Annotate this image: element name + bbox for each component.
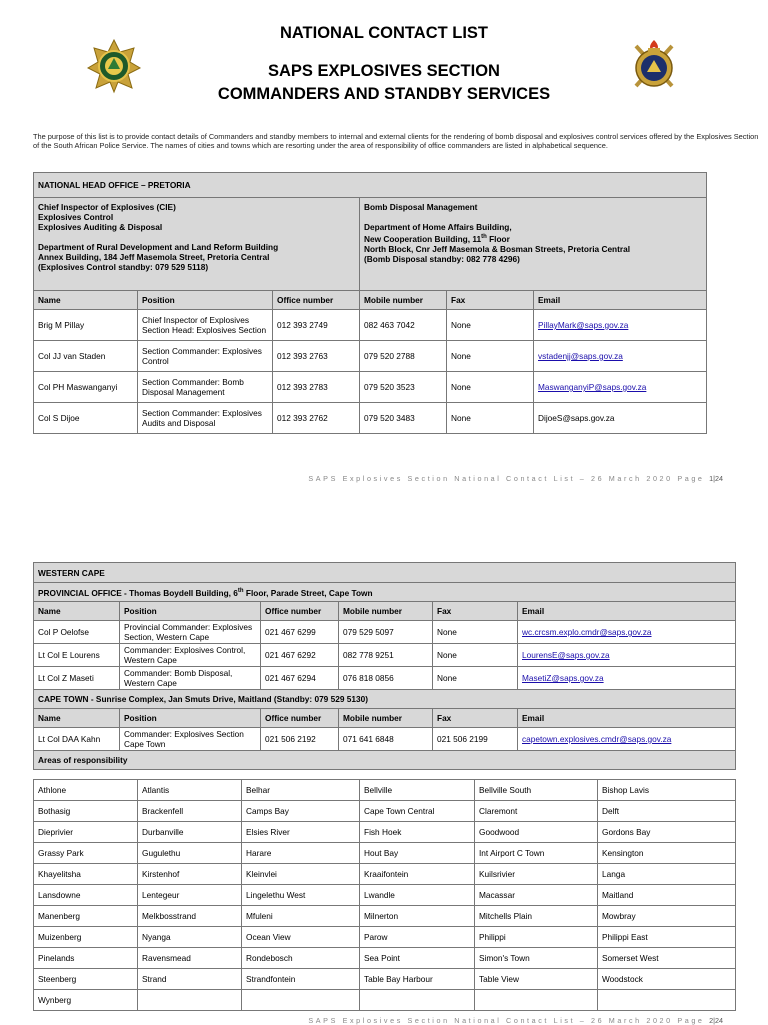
table-row [34, 728, 736, 751]
area-cell: Lansdowne [34, 885, 138, 906]
areas-of-responsibility-table [33, 779, 736, 1011]
area-cell: Macassar [475, 885, 598, 906]
area-cell: Brackenfell [138, 801, 242, 822]
area-cell: Lentegeur [138, 885, 242, 906]
table-row [34, 621, 736, 644]
cell-name: Lt Col DAA Kahn [34, 728, 120, 751]
area-cell: Harare [242, 843, 360, 864]
cell-fax: None [447, 372, 534, 403]
cell-mobile: 079 520 3523 [360, 372, 447, 403]
area-row [34, 969, 736, 990]
cell-email: DijoeS@saps.gov.za [534, 403, 707, 434]
table-row [34, 341, 707, 372]
area-cell: Strand [138, 969, 242, 990]
area-cell: Athlone [34, 780, 138, 801]
page-2 [0, 540, 768, 1024]
document-title: NATIONAL CONTACT LIST [279, 24, 489, 42]
area-cell: Fish Hoek [360, 822, 475, 843]
table-row [34, 372, 707, 403]
column-header: Fax [433, 709, 518, 728]
area-cell: Int Airport C Town [475, 843, 598, 864]
cell-office: 021 467 6299 [261, 621, 339, 644]
column-header: Mobile number [339, 602, 433, 621]
area-cell: Gordons Bay [598, 822, 736, 843]
cie-line-2: Explosives Control [38, 212, 114, 222]
cell-name: Col P Oelofse [34, 621, 120, 644]
area-cell: Kuilsrivier [475, 864, 598, 885]
column-header-row [34, 602, 736, 621]
area-cell [138, 990, 242, 1011]
cell-position: Provincial Commander: Explosives Section, Western Cape [120, 621, 261, 644]
bd-line-5: (Bomb Disposal standby: 082 778 4296) [364, 253, 520, 264]
area-cell: Grassy Park [34, 843, 138, 864]
cie-line-3: Explosives Auditing & Disposal [38, 222, 163, 232]
area-cell [242, 990, 360, 1011]
table-row [34, 403, 707, 434]
email-link[interactable]: MaswanganyiP@saps.gov.za [534, 372, 707, 403]
area-cell: Philippi East [598, 927, 736, 948]
area-cell: Somerset West [598, 948, 736, 969]
area-row [34, 990, 736, 1011]
section-header: NATIONAL HEAD OFFICE – PRETORIA [34, 173, 707, 198]
cell-fax: None [447, 403, 534, 434]
area-row [34, 948, 736, 969]
cie-line-6: (Explosives Control standby: 079 529 5118) [38, 262, 209, 272]
cell-office: 021 467 6294 [261, 667, 339, 690]
column-header: Name [34, 291, 138, 310]
cell-office: 012 393 2783 [273, 372, 360, 403]
area-cell: Durbanville [138, 822, 242, 843]
area-row [34, 822, 736, 843]
area-cell: Table View [475, 969, 598, 990]
area-row [34, 927, 736, 948]
area-cell: Kleinvlei [242, 864, 360, 885]
column-header: Mobile number [360, 291, 447, 310]
page-1 [0, 0, 768, 500]
area-cell: Muizenberg [34, 927, 138, 948]
area-cell: Table Bay Harbour [360, 969, 475, 990]
cell-mobile: 071 641 6848 [339, 728, 433, 751]
cie-line-1: Chief Inspector of Explosives (CIE) [38, 202, 176, 212]
cell-mobile: 082 778 9251 [339, 644, 433, 667]
cell-name: Col PH Maswanganyi [34, 372, 138, 403]
column-header: Name [34, 709, 120, 728]
area-cell [475, 990, 598, 1011]
cell-position: Section Commander: Bomb Disposal Management [138, 372, 273, 403]
area-cell: Gugulethu [138, 843, 242, 864]
cell-name: Col JJ van Staden [34, 341, 138, 372]
area-cell: Simon's Town [475, 948, 598, 969]
area-row [34, 885, 736, 906]
region-header: WESTERN CAPE [34, 563, 736, 583]
area-cell: Philippi [475, 927, 598, 948]
column-header: Email [534, 291, 707, 310]
area-row [34, 906, 736, 927]
column-header-row [34, 291, 707, 310]
cell-position: Commander: Explosives Section Cape Town [120, 728, 261, 751]
area-cell: Goodwood [475, 822, 598, 843]
cie-address-block [34, 198, 360, 291]
email-link[interactable]: PillayMark@saps.gov.za [534, 310, 707, 341]
area-row [34, 843, 736, 864]
cell-office: 012 393 2762 [273, 403, 360, 434]
area-cell [598, 990, 736, 1011]
cell-position: Chief Inspector of Explosives Section Head: Explosives Section [138, 310, 273, 341]
area-cell: Wynberg [34, 990, 138, 1011]
area-cell: Mfuleni [242, 906, 360, 927]
area-cell: Belhar [242, 780, 360, 801]
area-cell: Nyanga [138, 927, 242, 948]
cell-position: Commander: Bomb Disposal, Western Cape [120, 667, 261, 690]
column-header: Email [518, 602, 736, 621]
area-cell: Camps Bay [242, 801, 360, 822]
area-cell: Maitland [598, 885, 736, 906]
column-header: Email [518, 709, 736, 728]
page-footer: SAPS Explosives Section National Contact List – 26 March 2020 Page 1|24 [308, 474, 723, 483]
area-cell: Kensington [598, 843, 736, 864]
email-link[interactable]: vstadenjj@saps.gov.za [534, 341, 707, 372]
cape-town-office-header: CAPE TOWN - Sunrise Complex, Jan Smuts Drive, Maitland (Standby: 079 529 5130) [34, 690, 736, 709]
area-cell [360, 990, 475, 1011]
cell-position: Commander: Explosives Control, Western Cape [120, 644, 261, 667]
area-cell: Langa [598, 864, 736, 885]
cell-fax: None [447, 310, 534, 341]
column-header: Office number [273, 291, 360, 310]
subtitle-line-2: COMMANDERS AND STANDBY SERVICES [217, 85, 551, 103]
area-cell: Pinelands [34, 948, 138, 969]
intro-paragraph: The purpose of this list is to provide contact details of Commanders and standby members to internal and external clients for the rendering of bomb disposal and explosives control services offered by the Explosives Section of the South African Police Service. The names of cities and towns which are resorting under the area of responsibility of office commanders are listed in alphabetical sequence. [33, 132, 759, 150]
area-cell: Lwandle [360, 885, 475, 906]
area-cell: Parow [360, 927, 475, 948]
column-header: Fax [447, 291, 534, 310]
cell-fax: None [433, 667, 518, 690]
area-cell: Kraaifontein [360, 864, 475, 885]
cell-office: 021 467 6292 [261, 644, 339, 667]
area-cell: Steenberg [34, 969, 138, 990]
area-cell: Elsies River [242, 822, 360, 843]
area-cell: Claremont [475, 801, 598, 822]
cell-position: Section Commander: Explosives Control [138, 341, 273, 372]
area-cell: Woodstock [598, 969, 736, 990]
table-row [34, 310, 707, 341]
subtitle-line-1: SAPS EXPLOSIVES SECTION [268, 62, 500, 80]
area-cell: Khayelitsha [34, 864, 138, 885]
area-cell: Hout Bay [360, 843, 475, 864]
page-footer: SAPS Explosives Section National Contact List – 26 March 2020 Page 2|24 [308, 1016, 723, 1025]
area-cell: Atlantis [138, 780, 242, 801]
table-row [34, 667, 736, 690]
cell-name: Lt Col E Lourens [34, 644, 120, 667]
column-header: Position [138, 291, 273, 310]
bomb-disposal-address-block [360, 198, 707, 291]
area-cell: Kirstenhof [138, 864, 242, 885]
area-cell: Bellville South [475, 780, 598, 801]
bd-line-3: New Cooperation Building, 11th Floor [364, 233, 510, 244]
area-cell: Mitchells Plain [475, 906, 598, 927]
cell-fax: None [433, 644, 518, 667]
cell-fax: None [433, 621, 518, 644]
area-cell: Bothasig [34, 801, 138, 822]
column-header: Fax [433, 602, 518, 621]
table-row [34, 644, 736, 667]
cell-name: Lt Col Z Maseti [34, 667, 120, 690]
cell-office: 021 506 2192 [261, 728, 339, 751]
area-cell: Sea Point [360, 948, 475, 969]
column-header-row [34, 709, 736, 728]
column-header: Mobile number [339, 709, 433, 728]
area-row [34, 864, 736, 885]
email-link[interactable]: LourensE@saps.gov.za [518, 644, 736, 667]
area-row [34, 780, 736, 801]
cell-office: 012 393 2763 [273, 341, 360, 372]
email-link[interactable]: MasetiZ@saps.gov.za [518, 667, 736, 690]
cell-mobile: 076 818 0856 [339, 667, 433, 690]
cell-name: Col S Dijoe [34, 403, 138, 434]
cell-fax: 021 506 2199 [433, 728, 518, 751]
provincial-office-header: PROVINCIAL OFFICE - Thomas Boydell Building, 6th Floor, Parade Street, Cape Town [34, 583, 736, 602]
head-office-table [33, 172, 707, 434]
cell-name: Brig M Pillay [34, 310, 138, 341]
bd-line-2: Department of Home Affairs Building, [364, 222, 512, 232]
column-header: Position [120, 709, 261, 728]
area-cell: Dieprivier [34, 822, 138, 843]
email-link[interactable]: wc.crcsm.explo.cmdr@saps.gov.za [518, 621, 736, 644]
area-cell: Delft [598, 801, 736, 822]
cell-mobile: 079 520 3483 [360, 403, 447, 434]
area-cell: Melkbosstrand [138, 906, 242, 927]
area-cell: Manenberg [34, 906, 138, 927]
area-cell: Mowbray [598, 906, 736, 927]
cell-fax: None [447, 341, 534, 372]
cell-mobile: 082 463 7042 [360, 310, 447, 341]
column-header: Office number [261, 602, 339, 621]
cell-position: Section Commander: Explosives Audits and Disposal [138, 403, 273, 434]
area-cell: Ocean View [242, 927, 360, 948]
area-cell: Ravensmead [138, 948, 242, 969]
area-cell: Lingelethu West [242, 885, 360, 906]
western-cape-table [33, 562, 736, 770]
column-header: Office number [261, 709, 339, 728]
area-cell: Bellville [360, 780, 475, 801]
area-cell: Bishop Lavis [598, 780, 736, 801]
column-header: Name [34, 602, 120, 621]
column-header: Position [120, 602, 261, 621]
areas-header: Areas of responsibility [34, 751, 736, 770]
cell-mobile: 079 520 2788 [360, 341, 447, 372]
bd-line-4: North Block, Cnr Jeff Masemola & Bosman Streets, Pretoria Central [364, 243, 631, 254]
area-cell: Milnerton [360, 906, 475, 927]
area-cell: Cape Town Central [360, 801, 475, 822]
area-cell: Strandfontein [242, 969, 360, 990]
bd-line-1: Bomb Disposal Management [364, 202, 478, 212]
cie-line-5: Annex Building, 184 Jeff Masemola Street, Pretoria Central [38, 252, 270, 262]
area-cell: Rondebosch [242, 948, 360, 969]
email-link[interactable]: capetown.explosives.cmdr@saps.gov.za [518, 728, 736, 751]
cell-mobile: 079 529 5097 [339, 621, 433, 644]
cie-line-4: Department of Rural Development and Land Reform Building [38, 242, 279, 252]
cell-office: 012 393 2749 [273, 310, 360, 341]
area-row [34, 801, 736, 822]
